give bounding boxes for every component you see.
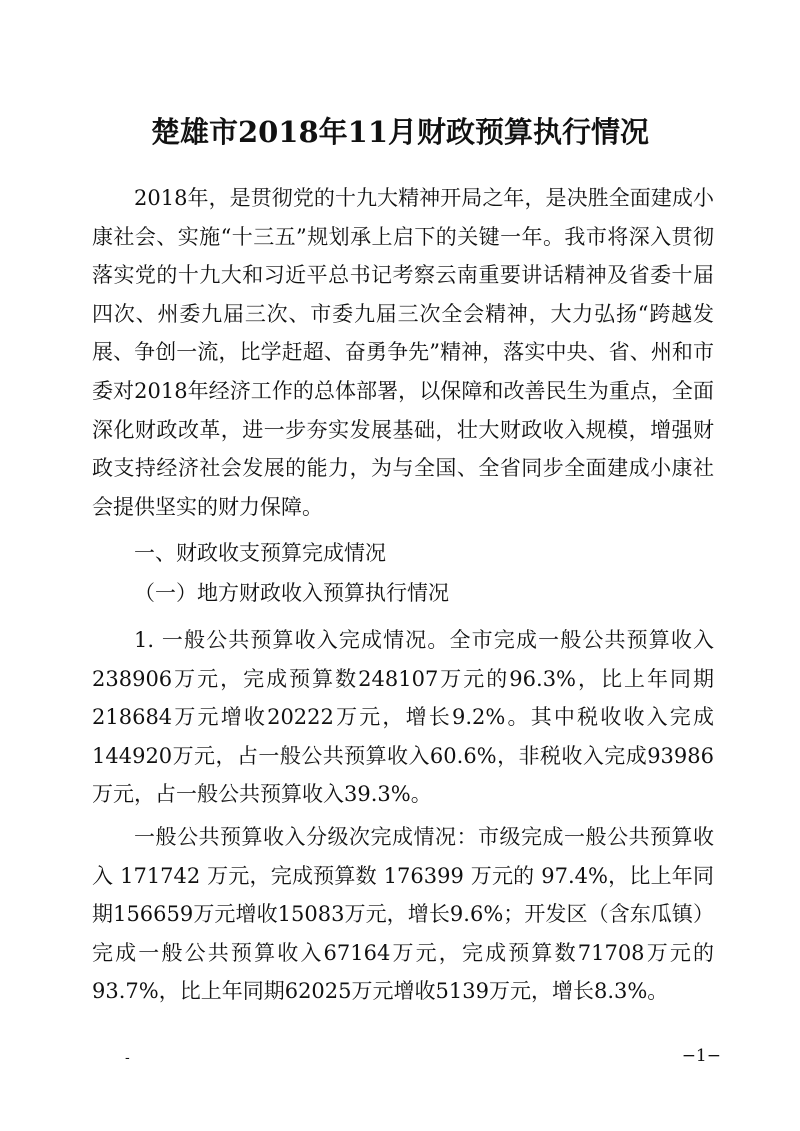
- subsection-heading-1: （一）地方财政收入预算执行情况: [134, 581, 449, 605]
- page-number: −1−: [681, 1046, 721, 1066]
- section-heading-1: 一、财政收支预算完成情况: [134, 541, 386, 565]
- footer-mark: -: [125, 1050, 130, 1066]
- intro-paragraph: 2018年，是贯彻党的十九大精神开局之年，是决胜全面建成小康社会、实施“十三五”规划承上启下的关键一年。我市将深入贯彻落实党的十九大和习近平总书记考察云南重要讲话精神及省委十届四次、州委九届三次、市委九届三次全会精神，大力弘扬“跨越发展、争创一流，比学赶超、奋勇争先”精神，落实中央、省、州和市委对2018年经济工作的总体部署，以保障和改善民生为重点，全面深化财政改革，进一步夯实发展基础，壮大财政收入规模，增强财政支持经济社会发展的能力，为与全国、全省同步全面建成小康社会提供坚实的财力保障。: [92, 186, 714, 519]
- general-budget-paragraph: 1. 一般公共预算收入完成情况。全市完成一般公共预算收入238906万元，完成预算数248107万元的96.3%，比上年同期218684万元增收20222万元，增长9.2%。其中税收收入完成144920万元，占一般公共预算收入60.6%，非税收入完成93986万元，占一般公共预算收入39.3%。: [92, 628, 714, 807]
- budget-levels-paragraph: 一般公共预算收入分级次完成情况：市级完成一般公共预算收入 171742 万元，完成预算数 176399 万元的 97.4%，比上年同期156659万元增收15083万元，增长9.6%；开发区（含东瓜镇）完成一般公共预算收入67164万元，完成预算数71708万元的93.7%，比上年同期62025万元增收5139万元，增长8.3%。: [92, 825, 714, 1004]
- document-title: 楚雄市2018年11月财政预算执行情况: [150, 115, 650, 149]
